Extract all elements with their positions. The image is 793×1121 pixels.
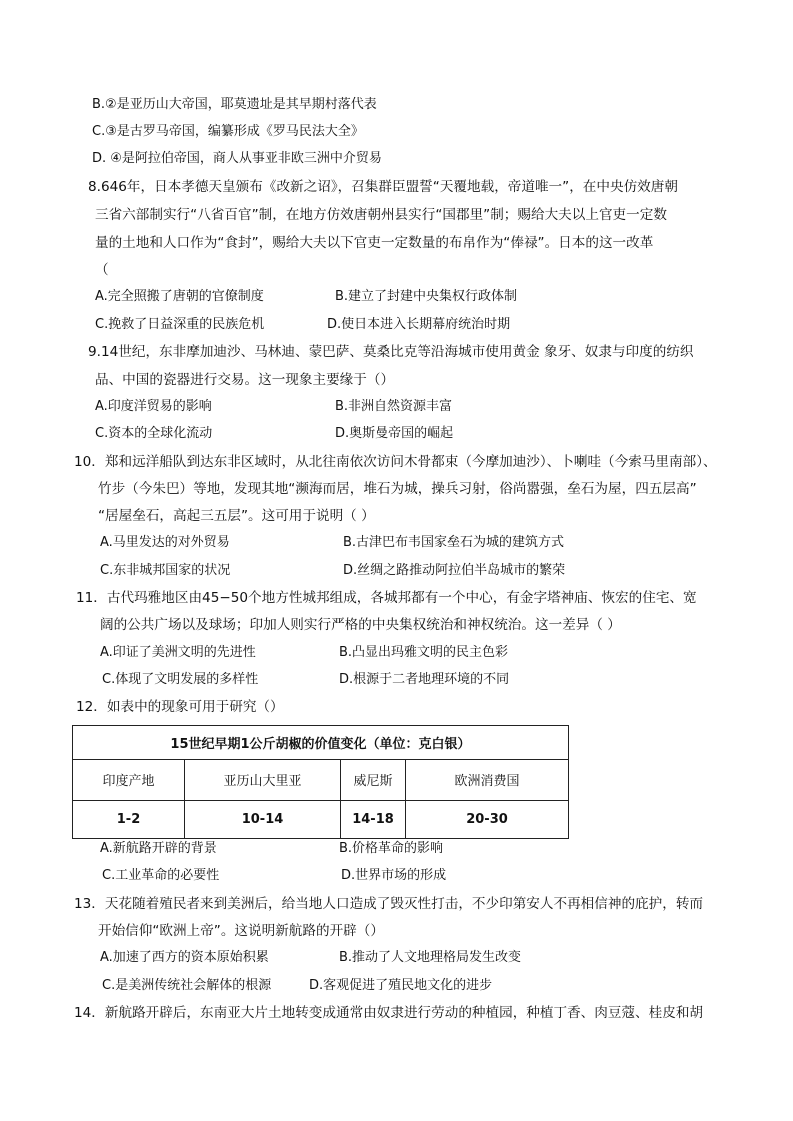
q7-option-c: C.③是古罗马帝国，编纂形成《罗马民法大全》 (92, 124, 364, 139)
q7-option-d: D. ④是阿拉伯帝国，商人从事亚非欧三洲中介贸易 (92, 151, 382, 166)
q8-stem-line1: 8.646年，日本孝德天皇颁布《改新之诏》，召集群臣盟誓“天覆地载，帝道唯一”，在中央仿效唐朝 (88, 179, 678, 195)
q12-option-c: C.工业革命的必要性 (102, 868, 220, 883)
q12-option-b: B.价格革命的影响 (339, 841, 444, 856)
q8-option-b: B.建立了封建中央集权行政体制 (335, 289, 518, 304)
table-header-venice: 威尼斯 (341, 760, 406, 800)
q13-option-b: B.推动了人文地理格局发生改变 (339, 950, 522, 965)
q8-stem-line4: （ (95, 262, 109, 278)
q13-stem-line1: 13．天花随着殖民者来到美洲后，给当地人口造成了毁灭性打击，不少印第安人不再相信神的庇护，转而 (74, 896, 704, 912)
q12-option-a: A.新航路开辟的背景 (100, 841, 217, 856)
q8-option-d: D.使日本进入长期幕府统治时期 (327, 317, 511, 332)
table-caption: 15世纪早期1公斤胡椒的价值变化（单位：克白银） (73, 726, 569, 760)
q13-stem-line2: 开始信仰“欧洲上帝”。这说明新航路的开辟（） (98, 923, 384, 939)
q10-option-d: D.丝绸之路推动阿拉伯半岛城市的繁荣 (343, 563, 566, 578)
q9-option-b: B.非洲自然资源丰富 (335, 399, 453, 414)
q10-stem-line1: 10．郑和远洋船队到达东非区域时，从北往南依次访问木骨都束（今摩加迪沙）、卜喇哇（今索马里南部）、 (74, 454, 717, 470)
q11-option-d: D.根源于二者地理环境的不同 (339, 672, 510, 687)
q13-option-c: C.是美洲传统社会解体的根源 (102, 978, 272, 993)
q11-stem-line2: 阔的公共广场以及球场；印加人则实行严格的中央集权统治和神权统治。这一差异（ ） (100, 617, 621, 633)
q11-option-b: B.凸显出玛雅文明的民主色彩 (339, 645, 509, 660)
q10-option-a: A.马里发达的对外贸易 (100, 535, 230, 550)
q11-option-a: A.印证了美洲文明的先进性 (100, 645, 256, 660)
q10-option-c: C.东非城邦国家的状况 (100, 563, 231, 578)
q12-stem: 12．如表中的现象可用于研究（） (76, 699, 284, 715)
q8-stem-line3: 量的土地和人口作为“食封”，赐给大夫以下官吏一定数量的布帛作为“俸禄”。日本的这一改革 (95, 235, 654, 251)
q13-option-d: D.客观促进了殖民地文化的进步 (309, 978, 493, 993)
q11-stem-line1: 11．古代玛雅地区由45−50个地方性城邦组成，各城邦都有一个中心，有金字塔神庙、恢宏的住宅、宽 (76, 590, 697, 606)
q10-option-b: B.古津巴布韦国家垒石为城的建筑方式 (343, 535, 565, 550)
table-cell-venice: 14-18 (341, 800, 406, 838)
table-header-alexandria: 亚历山大里亚 (185, 760, 341, 800)
q9-option-c: C.资本的全球化流动 (95, 426, 213, 441)
q10-stem-line2: 竹步（今朱巴）等地，发现其地“濒海而居，堆石为城，操兵习射，俗尚嚣强，垒石为屋，四五层高” (98, 481, 697, 497)
table-cell-india: 1-2 (73, 800, 185, 838)
q8-option-a: A.完全照搬了唐朝的官僚制度 (95, 289, 264, 304)
pepper-price-table (72, 725, 569, 839)
q9-option-a: A.印度洋贸易的影响 (95, 399, 212, 414)
q10-stem-line3: “居屋垒石，高起三五层”。这可用于说明（ ） (98, 508, 375, 524)
q8-option-c: C.挽救了日益深重的民族危机 (95, 317, 265, 332)
q14-stem-line1: 14．新航路开辟后，东南亚大片土地转变成通常由奴隶进行劳动的种植园，种植丁香、肉豆蔻、桂皮和胡 (74, 1005, 704, 1021)
q12-option-d: D.世界市场的形成 (341, 868, 447, 883)
table-cell-europe: 20-30 (406, 800, 569, 838)
q8-stem-line2: 三省六部制实行“八省百官”制，在地方仿效唐朝州县实行“国郡里”制；赐给大夫以上官吏一定数 (95, 207, 667, 223)
table-cell-alexandria: 10-14 (185, 800, 341, 838)
table-header-india: 印度产地 (73, 760, 185, 800)
q9-stem-line2: 品、中国的瓷器进行交易。这一现象主要缘于（） (95, 372, 395, 388)
q9-option-d: D.奥斯曼帝国的崛起 (335, 426, 454, 441)
q11-option-c: C.体现了文明发展的多样性 (102, 672, 259, 687)
q7-option-b: B.②是亚历山大帝国，耶莫遗址是其早期村落代表 (92, 97, 377, 112)
q13-option-a: A.加速了西方的资本原始积累 (100, 950, 269, 965)
q9-stem-line1: 9.14世纪，东非摩加迪沙、马林迪、蒙巴萨、莫桑比克等沿海城市使用黄金 象牙、奴隶与印度的纺织 (88, 344, 694, 360)
table-header-europe: 欧洲消费国 (406, 760, 569, 800)
